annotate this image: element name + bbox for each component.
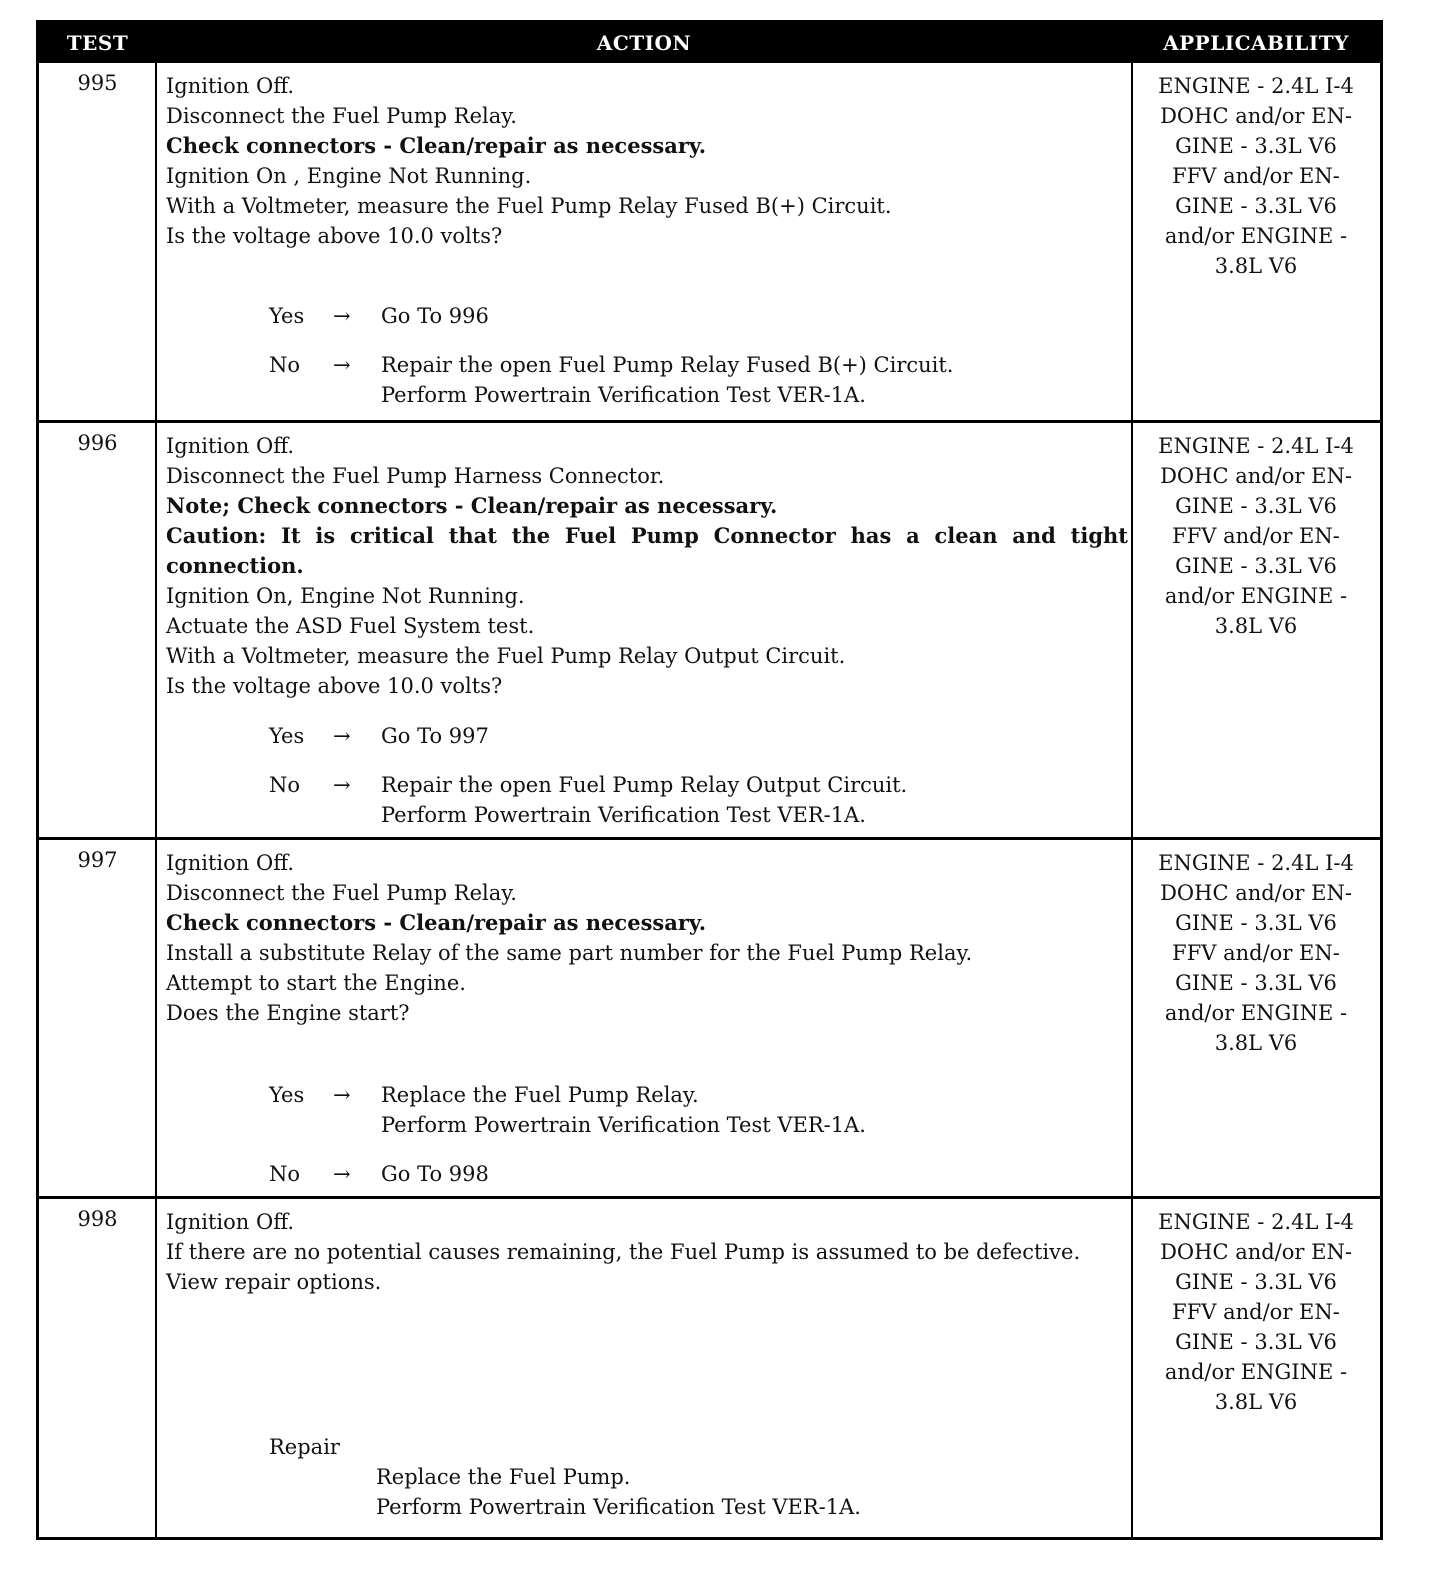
no-label: No (269, 773, 301, 797)
action-line-caution: Caution: It is critical that the Fuel Pump Connector has a clean and tight connection. (166, 523, 1128, 578)
action-line: With a Voltmeter, measure the Fuel Pump Relay Output Circuit. (166, 644, 846, 668)
action-line: With a Voltmeter, measure the Fuel Pump Relay Fused B(+) Circuit. (166, 194, 892, 218)
applicability-cell: ENGINE - 2.4L I-4 DOHC and/or EN- GINE - 3.3L V6 FFV and/or EN- GINE - 3.3L V6 and/or ENGINE - 3.8L V6 (1158, 74, 1354, 278)
action-line: Ignition On , Engine Not Running. (166, 164, 532, 188)
no-label: No (269, 353, 301, 377)
arrow-icon: → (333, 1083, 351, 1107)
arrow-icon: → (333, 1162, 351, 1186)
yes-outcome: Replace the Fuel Pump Relay. Perform Powertrain Verification Test VER-1A. (381, 1083, 866, 1137)
no-outcome: Go To 998 (381, 1162, 489, 1186)
action-line: Attempt to start the Engine. (166, 971, 466, 995)
test-row-997 (39, 837, 1380, 1199)
repair-outcome: Replace the Fuel Pump. Perform Powertrain Verification Test VER-1A. (376, 1465, 861, 1519)
test-action (166, 71, 1128, 251)
action-line-bold: Check connectors - Clean/repair as necessary. (166, 910, 707, 935)
action-line: Actuate the ASD Fuel System test. (166, 614, 535, 638)
action-line-bold: Note; Check connectors - Clean/repair as necessary. (166, 493, 778, 518)
yes-label: Yes (269, 1083, 305, 1107)
table-header (39, 23, 1380, 63)
action-line: Ignition Off. (166, 1210, 295, 1234)
header-test: TEST (66, 31, 129, 55)
test-number: 997 (77, 848, 118, 872)
action-line: Disconnect the Fuel Pump Relay. (166, 881, 517, 905)
yes-outcome: Go To 996 (381, 304, 489, 328)
action-line: View repair options. (166, 1270, 382, 1294)
yes-label: Yes (269, 724, 305, 748)
arrow-icon: → (333, 724, 351, 748)
test-row-998 (39, 1196, 1380, 1540)
action-line: Ignition Off. (166, 434, 295, 458)
arrow-icon: → (333, 773, 351, 797)
header-action: ACTION (596, 31, 692, 55)
action-line-bold: Check connectors - Clean/repair as necessary. (166, 133, 707, 158)
test-number: 996 (77, 431, 118, 455)
action-line: Install a substitute Relay of the same part number for the Fuel Pump Relay. (166, 941, 973, 965)
applicability-cell: ENGINE - 2.4L I-4 DOHC and/or EN- GINE - 3.3L V6 FFV and/or EN- GINE - 3.3L V6 and/or ENGINE - 3.8L V6 (1158, 851, 1354, 1055)
no-label: No (269, 1162, 301, 1186)
repair-label: Repair (269, 1435, 340, 1459)
action-line: Disconnect the Fuel Pump Harness Connector. (166, 464, 665, 488)
test-action (166, 1207, 1128, 1297)
test-row-996 (39, 420, 1380, 840)
applicability-cell: ENGINE - 2.4L I-4 DOHC and/or EN- GINE - 3.3L V6 FFV and/or EN- GINE - 3.3L V6 and/or ENGINE - 3.8L V6 (1158, 434, 1354, 638)
action-line: Does the Engine start? (166, 1001, 410, 1025)
test-action (166, 848, 1128, 1028)
test-row-995 (39, 63, 1380, 420)
test-action (166, 431, 1128, 701)
action-line: Is the voltage above 10.0 volts? (166, 224, 503, 248)
action-line: Ignition On, Engine Not Running. (166, 584, 525, 608)
no-outcome: Repair the open Fuel Pump Relay Output Circuit. Perform Powertrain Verification Test VER-1A. (381, 773, 908, 827)
header-applicability: APPLICABILITY (1163, 31, 1349, 55)
action-line: Is the voltage above 10.0 volts? (166, 674, 503, 698)
action-line: Ignition Off. (166, 851, 295, 875)
action-line: Disconnect the Fuel Pump Relay. (166, 104, 517, 128)
applicability-cell: ENGINE - 2.4L I-4 DOHC and/or EN- GINE - 3.3L V6 FFV and/or EN- GINE - 3.3L V6 and/or ENGINE - 3.8L V6 (1158, 1210, 1354, 1414)
yes-label: Yes (269, 304, 305, 328)
no-outcome: Repair the open Fuel Pump Relay Fused B(+) Circuit. Perform Powertrain Verification Test VER-1A. (381, 353, 954, 407)
test-number: 995 (77, 71, 118, 95)
action-line: Ignition Off. (166, 74, 295, 98)
test-number: 998 (77, 1207, 118, 1231)
arrow-icon: → (333, 353, 351, 377)
yes-outcome: Go To 997 (381, 724, 489, 748)
action-line: If there are no potential causes remaining, the Fuel Pump is assumed to be defective. (166, 1240, 1081, 1264)
diagnostic-test-table (36, 20, 1383, 1540)
arrow-icon: → (333, 304, 351, 328)
